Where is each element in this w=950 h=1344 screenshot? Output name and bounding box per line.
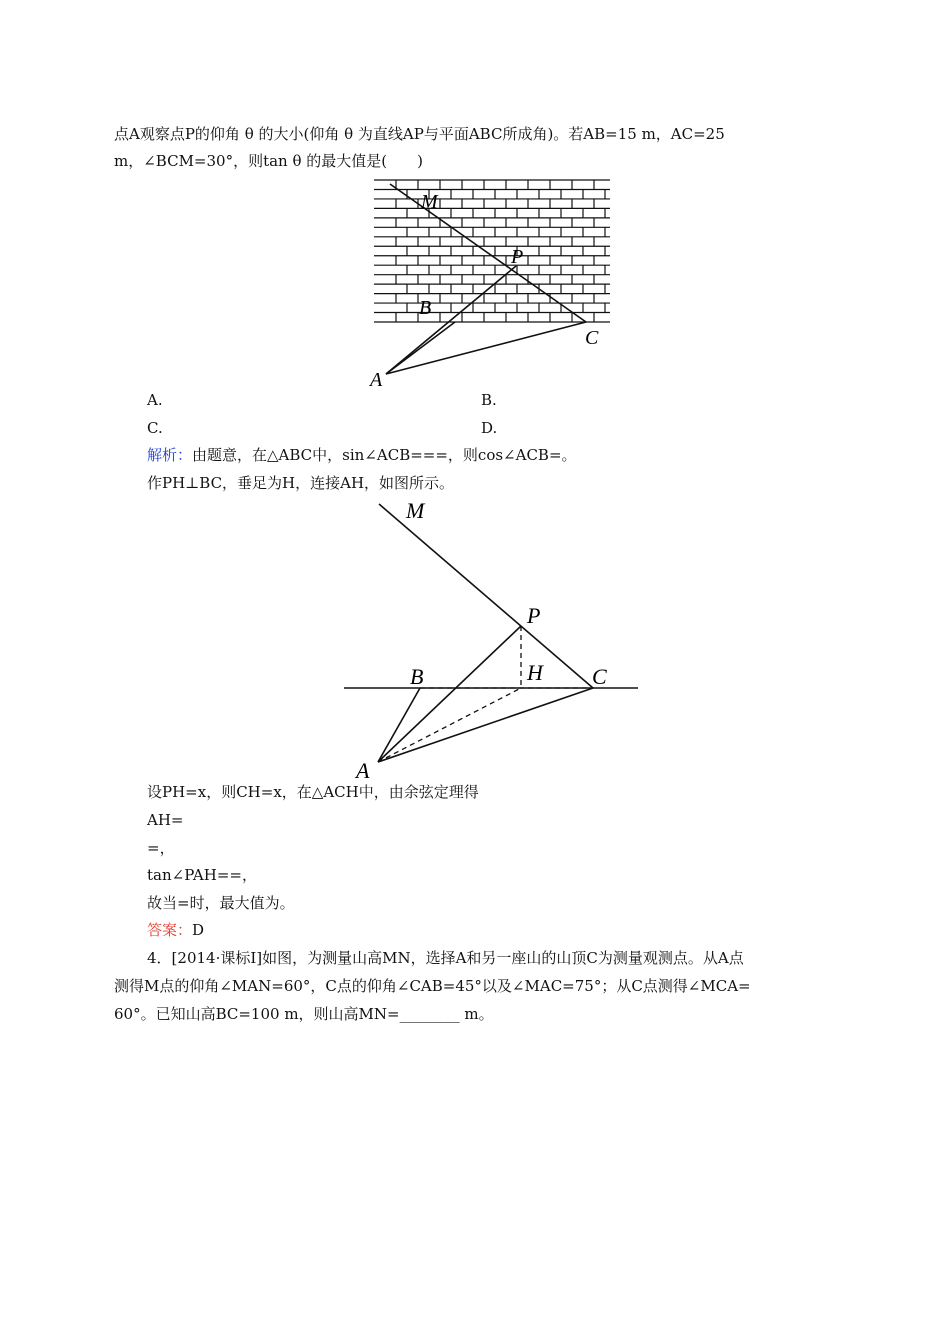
line-A-P xyxy=(378,626,521,762)
answer-label: 答案： xyxy=(147,921,193,939)
answer-line xyxy=(147,920,204,940)
label-M: M xyxy=(406,498,425,523)
problem4-line1: 4．[2014·课标Ⅰ]如图，为测量山高MN，选择A和另一座山的山顶C为测量观测点。从A点 xyxy=(147,949,744,967)
option-a: A. xyxy=(147,391,163,409)
label-M: M xyxy=(421,191,438,213)
problem3-line2: m，∠BCM=30°，则tan θ 的最大值是( ) xyxy=(114,152,423,170)
label-C: C xyxy=(592,664,607,689)
solution-line6: tan∠PAH==， xyxy=(147,866,257,884)
option-b: B. xyxy=(481,391,497,409)
label-H: H xyxy=(527,660,543,685)
option-c: C. xyxy=(147,419,163,437)
problem3-line1: 点A观察点P的仰角 θ 的大小(仰角 θ 为直线AP与平面ABC所成角)。若AB=15 m，AC=25 xyxy=(114,125,725,143)
answer-value: D xyxy=(192,921,205,939)
label-B: B xyxy=(410,664,424,689)
line-A-B xyxy=(378,688,420,762)
line-A-C xyxy=(378,688,593,762)
label-A: A xyxy=(370,369,383,391)
label-A: A xyxy=(356,758,370,783)
solution-label: 解析： xyxy=(147,446,193,464)
label-P: P xyxy=(511,246,524,268)
solution-line3: 设PH=x，则CH=x，在△ACH中，由余弦定理得 xyxy=(147,783,479,801)
option-d: D. xyxy=(481,419,498,437)
solution-line7: 故当=时，最大值为。 xyxy=(147,894,295,912)
label-P: P xyxy=(527,603,541,628)
problem4-line3: 60°。已知山高BC=100 m，则山高MN=________ m。 xyxy=(114,1005,494,1023)
solution-line1: 解析：由题意，在△ABC中，sin∠ACB===，则cos∠ACB=。 xyxy=(147,446,577,464)
solution-line2: 作PH⊥BC，垂足为H，连接AH，如图所示。 xyxy=(147,474,455,492)
label-B: B xyxy=(419,297,432,319)
line-M-C xyxy=(379,504,593,688)
solution-line4: AH= xyxy=(147,811,184,829)
problem4-line2: 测得M点的仰角∠MAN=60°，C点的仰角∠CAB=45°以及∠MAC=75°；从C点测得∠MCA= xyxy=(114,977,751,995)
solution-line5: =， xyxy=(147,839,175,857)
label-C: C xyxy=(585,327,599,349)
